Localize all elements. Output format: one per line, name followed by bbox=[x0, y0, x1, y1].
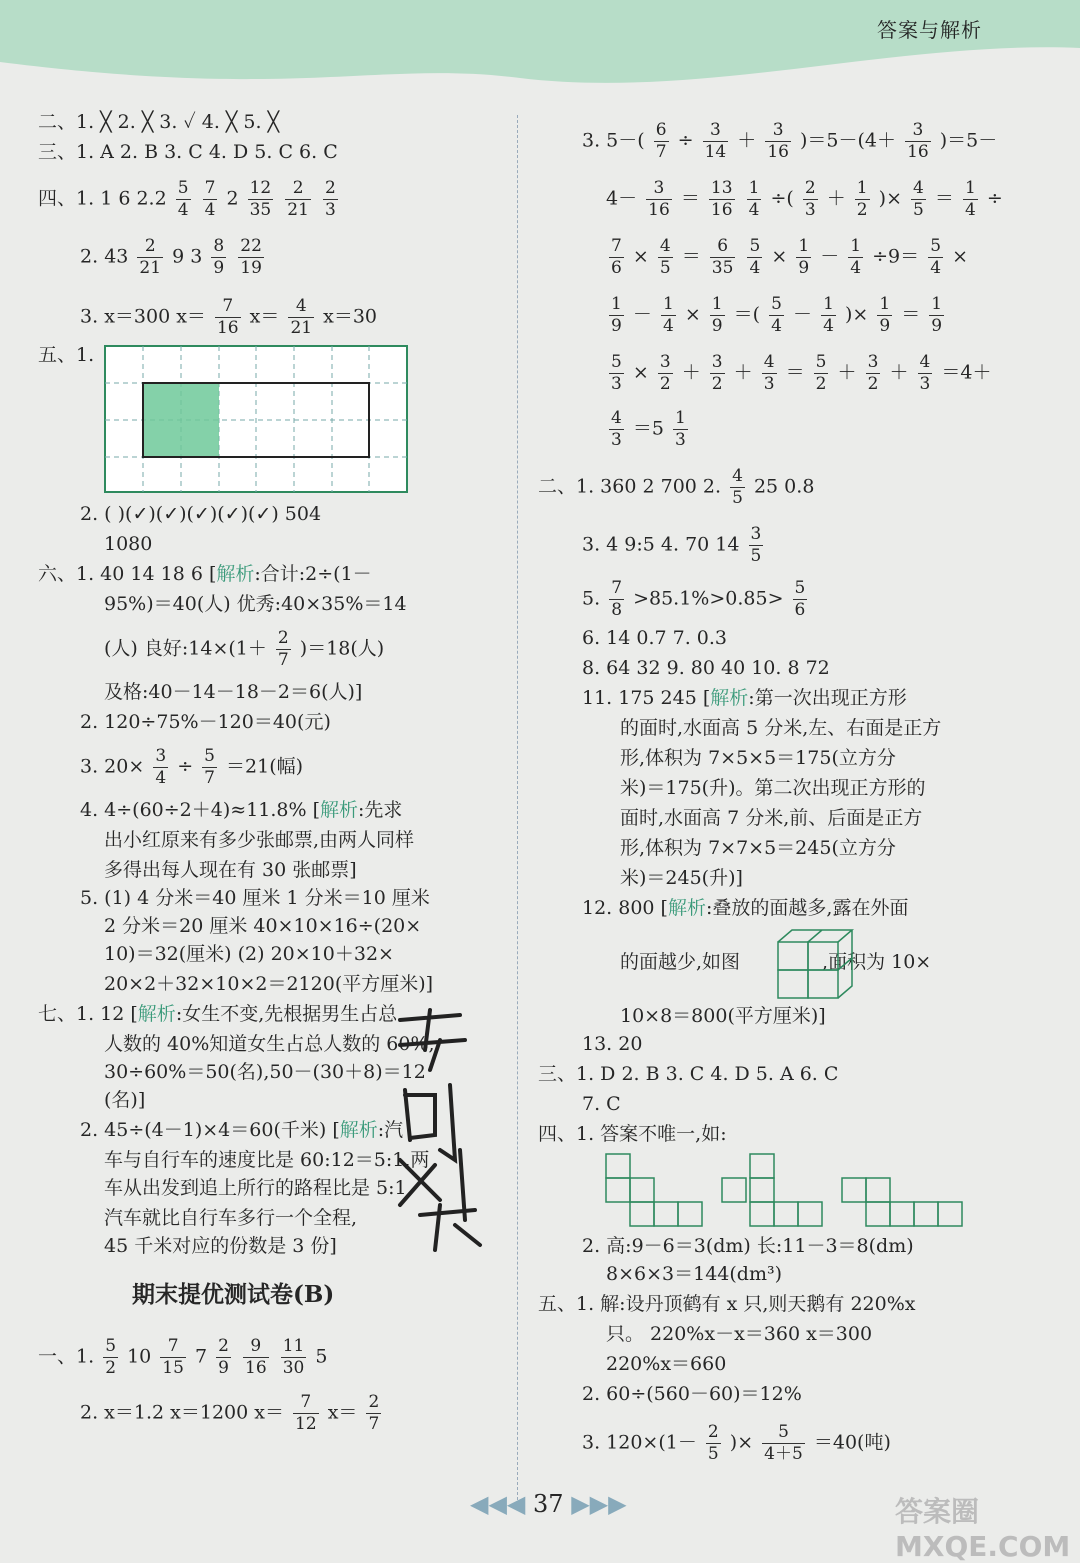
prev-arrows-icon: ◀◀◀ bbox=[470, 1490, 526, 1518]
answer-row-label: 五、1. bbox=[38, 344, 95, 366]
answer-row: 二、1. 360 2 700 2. $\frac{4}{5}$ 25 0.8 bbox=[538, 466, 815, 508]
answer-row: 三、1. A 2. B 3. C 4. D 5. C 6. C bbox=[38, 141, 338, 163]
answer-row: 2 分米＝20 厘米 40×10×16÷(20× bbox=[104, 915, 422, 937]
answer-row: 2. 60÷(560－60)＝12% bbox=[582, 1383, 802, 1405]
answer-row: (名)] bbox=[104, 1089, 146, 1111]
answer-row: 车与自行车的速度比是 60:12＝5:1,两 bbox=[104, 1149, 430, 1171]
answer-row: 六、1. 40 14 18 6 [解析:合计:2÷(1－ bbox=[38, 563, 372, 585]
answer-row: 形,体积为 7×7×5＝245(立方分 bbox=[620, 837, 896, 859]
answer-row: 四、1. 答案不唯一,如: bbox=[538, 1123, 727, 1145]
answer-row: 3. 5－( $\frac{6}{7}$ ÷ $\frac{3}{14}$ ＋ $\frac{3}{16}$ )＝5－(4＋ $\frac{3}{16}$ )＝5－ bbox=[582, 120, 998, 162]
answer-row: 出小红原来有多少张邮票,由两人同样 bbox=[104, 829, 415, 851]
answer-row: 的面时,水面高 5 分米,左、右面是正方 bbox=[620, 717, 942, 739]
answer-row: 多得出每人现在有 30 张邮票] bbox=[104, 859, 357, 881]
cube-net-figures bbox=[604, 1152, 968, 1228]
answer-row: 6. 14 0.7 7. 0.3 bbox=[582, 627, 728, 649]
answer-row: 3. 120×(1－ $\frac{2}{5}$ )× $\frac{5}{4+5}$ ＝40(吨) bbox=[582, 1422, 891, 1464]
answer-row: 1080 bbox=[104, 533, 153, 555]
answer-row: 10)＝32(厘米) (2) 20×10＋32× bbox=[104, 943, 394, 965]
answer-row: 米)＝245(升)] bbox=[620, 867, 743, 889]
answer-row: 220%x＝660 bbox=[606, 1353, 727, 1375]
answer-row: 2. 45÷(4－1)×4＝60(千米) [解析:汽 bbox=[80, 1119, 404, 1141]
answer-row: $\frac{7}{6}$ × $\frac{4}{5}$ ＝ $\frac{6}{35}$ $\frac{5}{4}$ × $\frac{1}{9}$ － $\frac{1}{4}$ ÷9＝ $\frac{5}{4}$ × bbox=[611, 236, 968, 278]
answer-row: 形,体积为 7×5×5＝175(立方分 bbox=[620, 747, 896, 769]
answer-row: 三、1. D 2. B 3. C 4. D 5. A 6. C bbox=[538, 1063, 839, 1085]
answer-row: 30÷60%＝50(名),50－(30＋8)＝12 bbox=[104, 1061, 426, 1083]
page-footer bbox=[470, 1490, 627, 1518]
answer-row: 5. $\frac{7}{8}$ >85.1%>0.85> $\frac{5}{6}$ bbox=[582, 578, 806, 620]
answer-row: 5. (1) 4 分米＝40 厘米 1 分米＝10 厘米 bbox=[80, 887, 430, 909]
answer-row: (人) 良好:14×(1＋ $\frac{2}{7}$ )＝18(人) bbox=[104, 628, 385, 670]
answer-row: 3. x＝300 x＝ $\frac{7}{16}$ x＝ $\frac{4}{21}$ x＝30 bbox=[80, 296, 378, 338]
answer-row: 2. ( )(✓)(✓)(✓)(✓)(✓) 504 bbox=[80, 503, 322, 525]
answer-row: 七、1. 12 [解析:女生不变,先根据男生占总 bbox=[38, 1003, 398, 1025]
answer-row: 人数的 40%知道女生占总人数的 60%, bbox=[104, 1033, 435, 1055]
answer-row: 2. 高:9－6＝3(dm) 长:11－3＝8(dm) bbox=[582, 1235, 914, 1257]
answer-row: 2. x＝1.2 x＝1200 x＝ $\frac{7}{12}$ x＝ $\frac{2}{7}$ bbox=[80, 1392, 380, 1434]
answer-row: 11. 175 245 [解析:第一次出现正方形 bbox=[582, 687, 907, 709]
answer-row: 只。 220%x－x＝360 x＝300 bbox=[606, 1323, 873, 1345]
answer-row: $\frac{1}{9}$ － $\frac{1}{4}$ × $\frac{1}{9}$ ＝( $\frac{5}{4}$ － $\frac{1}{4}$ )× $\frac{1}{9}$ ＝ $\frac{1}{9}$ bbox=[611, 294, 943, 336]
answer-row: $\frac{5}{3}$ × $\frac{3}{2}$ ＋ $\frac{3}{2}$ ＋ $\frac{4}{3}$ ＝ $\frac{5}{2}$ ＋ $\frac{3}{2}$ ＋ $\frac{4}{3}$ ＝4＋ bbox=[611, 352, 992, 394]
answer-row: 8. 64 32 9. 80 40 10. 8 72 bbox=[582, 657, 830, 679]
answer-row: 2. 43 $\frac{2}{21}$ 9 3 $\frac{8}{9}$ $\frac{22}{19}$ bbox=[80, 236, 262, 278]
stacked-cubes-figure bbox=[776, 928, 856, 1000]
next-arrows-icon: ▶▶▶ bbox=[571, 1490, 627, 1518]
answer-row: 13. 20 bbox=[582, 1033, 643, 1055]
answer-row: 4－ $\frac{3}{16}$ ＝ $\frac{13}{16}$ $\frac{1}{4}$ ÷( $\frac{2}{3}$ ＋ $\frac{1}{2}$ )× $\frac{4}{5}$ ＝ $\frac{1}{4}$ ÷ bbox=[606, 178, 1003, 220]
answer-row: 四、1. 1 6 2.2 $\frac{5}{4}$ $\frac{7}{4}$ 2 $\frac{12}{35}$ $\frac{2}{21}$ $\frac{2}{3}$ bbox=[38, 178, 336, 220]
answer-row: 45 千米对应的份数是 3 份] bbox=[104, 1235, 337, 1257]
answer-row: 20×2＋32×10×2＝2120(平方厘米)] bbox=[104, 973, 434, 995]
answer-row: 米)＝175(升)。第二次出现正方形的 bbox=[620, 777, 926, 799]
answer-row: 车从出发到追上所行的路程比是 5:1, bbox=[104, 1177, 413, 1199]
answer-row: 10×8＝800(平方厘米)] bbox=[620, 1005, 826, 1027]
page-header-title: 答案与解析 bbox=[877, 18, 982, 42]
column-divider bbox=[517, 115, 518, 1505]
answer-row: 五、1. 解:设丹顶鹤有 x 只,则天鹅有 220%x bbox=[538, 1293, 916, 1315]
answer-row: 3. 4 9:5 4. 70 14 $\frac{3}{5}$ bbox=[582, 524, 762, 566]
answer-row: 的面越少,如图 ,面积为 10× bbox=[620, 951, 932, 973]
section-heading: 期末提优测试卷(B) bbox=[132, 1281, 335, 1308]
answer-row: 二、1. ╳ 2. ╳ 3. ✓ 4. ╳ 5. ╳ bbox=[38, 111, 280, 133]
answer-row: 4. 4÷(60÷2＋4)≈11.8% [解析:先求 bbox=[80, 799, 403, 821]
answer-row: 3. 20× $\frac{3}{4}$ ÷ $\frac{5}{7}$ ＝21(幅) bbox=[80, 746, 304, 788]
answer-row: 7. C bbox=[582, 1093, 621, 1115]
answer-row: 2. 120÷75%－120＝40(元) bbox=[80, 711, 331, 733]
answer-row: 面时,水面高 7 分米,前、后面是正方 bbox=[620, 807, 923, 829]
answer-row: 8×6×3＝144(dm³) bbox=[606, 1263, 782, 1285]
page-number: 37 bbox=[533, 1490, 564, 1518]
grid-figure bbox=[104, 345, 409, 495]
watermark: 答案圈 MXQE.COM bbox=[895, 1495, 1071, 1563]
answer-row: 汽车就比自行车多行一个全程, bbox=[104, 1207, 358, 1229]
answer-row: 及格:40－14－18－2＝6(人)] bbox=[104, 681, 363, 703]
handwriting-mark bbox=[380, 1000, 500, 1260]
answer-row: 95%)＝40(人) 优秀:40×35%＝14 bbox=[104, 593, 407, 615]
answer-row: $\frac{4}{3}$ ＝5 $\frac{1}{3}$ bbox=[611, 408, 686, 450]
answer-row: 一、1. $\frac{5}{2}$ 10 $\frac{7}{15}$ 7 $\frac{2}{9}$ $\frac{9}{16}$ $\frac{11}{30}$ 5 bbox=[38, 1336, 328, 1378]
answer-row: 12. 800 [解析:叠放的面越多,露在外面 bbox=[582, 897, 909, 919]
